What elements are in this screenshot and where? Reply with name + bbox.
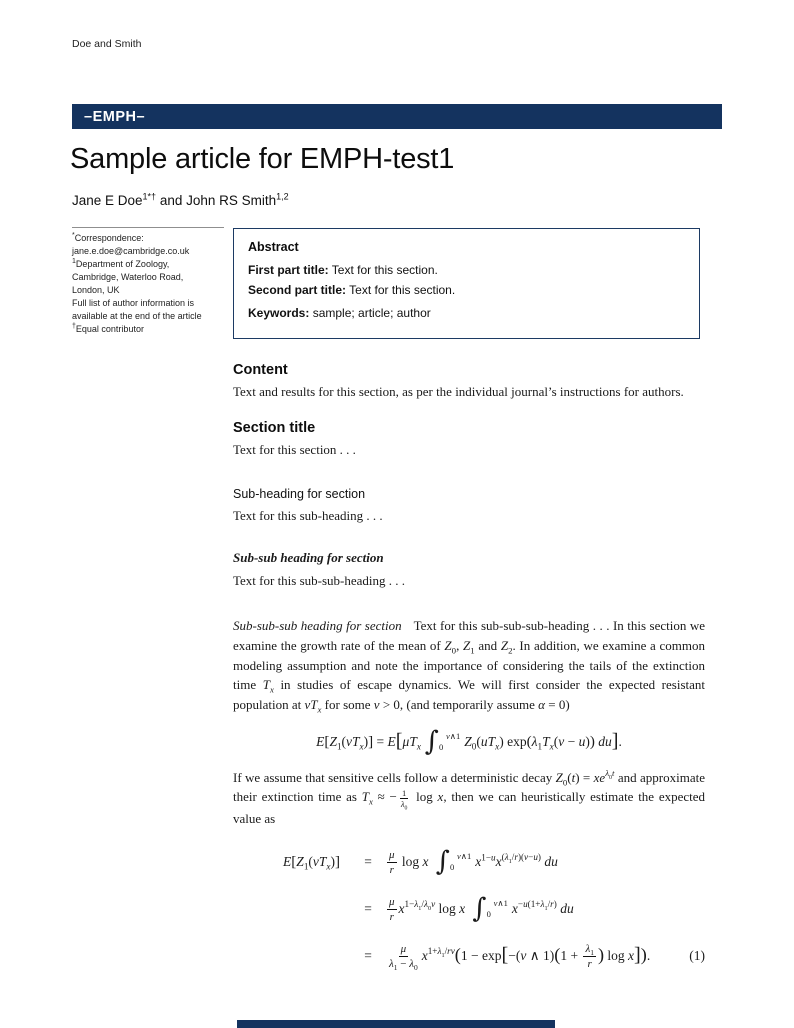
equation-row [233,839,705,886]
author-info-note: Full list of author information is [72,298,195,309]
equation-rhs: $\frac{\mu}{r}$ $x^{1-\lambda_1/\lambda_0v}$ log x ∫ v∧1 0 $x^{-u(1+\lambda_1/r)}$ du [389,893,574,925]
abstract-box [233,228,700,339]
journal-banner [72,104,722,129]
article-title: Sample article for EMPH-test1 [70,143,455,175]
subsubsection-paragraph: Text for this sub-sub-heading . . . [233,573,406,589]
aligned-equations [233,839,705,980]
content-paragraph: Text and results for this section, as per the individual journal’s instructions for authors. [233,384,684,399]
affiliation-line: Cambridge, Waterloo Road, [72,272,184,283]
keywords-label: Keywords: [248,306,310,320]
decay-paragraph: If we assume that sensitive cells follow a deterministic decay $Z_0(t) = xe^{\lambda_0t}$ and approximate their extinction time as $T_x$ ≈ − $\frac{1}{\lambda_0}$ log x, then we can heuristically estimate the expected value as [233,768,706,827]
subsubsub-paragraph [233,616,705,715]
equation-row [233,933,705,980]
section-paragraph: Text for this section . . . [233,441,356,457]
article-body [233,362,705,980]
correspondence-email: jane.e.doe@cambridge.co.uk [72,246,190,257]
subsection-heading: Sub-heading for section [233,486,366,501]
subsubsub-paragraph-text: Text for this sub-sub-sub-heading . . . In this section we examine the growth rate of the mean of $Z_0$, $Z_1$ and $Z_2$. In addition, we examine a common modeling assumption and note the importance of considering the tails of the extinction time $T_x$ in studies of escape dynamics. We will first consider the expected resistant population at $vT_x$ for some v > 0, (and temporarily assume α = 0) [233,618,706,715]
subsection-paragraph: Text for this sub-heading . . . [233,507,383,523]
section-heading-title: Section title [233,419,316,436]
equation-lhs: $E[Z_1(vT_x)]$ [283,853,341,872]
author-line: Jane E Doe$^{1*\dagger}$ and John RS Smith$^{1,2}$ [72,191,289,208]
equation-row [233,886,705,933]
display-equation: $E[Z_1(vT_x)] = E[\mu T_x$ ∫ v∧1 0 $Z_0(uT_x) \exp(\lambda_1T_x(v - u))$ du]. [316,726,622,758]
correspondence-block [72,227,224,336]
equation-rhs: $\frac{\mu}{\lambda_1 - \lambda_0}$ $x^{1+\lambda_1/rv}(1 - \exp[-(v$ ∧ 1)(1 + $\frac{\lambda_1}{r}$ ) log x]). [389,942,651,972]
journal-banner-label: –EMPH– [84,108,146,125]
sidebar-rule [72,227,224,228]
abstract-row [248,283,685,297]
footer-bar [237,1020,555,1028]
equation-relation: = [364,854,372,870]
running-head: Doe and Smith [72,38,142,50]
affiliation-line: $^1$Department of Zoology, [72,258,170,270]
abstract-heading: Abstract [248,240,299,254]
equal-contributor-note: †Equal contributor [72,323,144,335]
keywords-text: sample; article; author [312,306,431,320]
abstract-row-label: Second part title: [248,283,347,297]
subsubsub-heading: Sub-sub-sub heading for section [233,618,402,633]
equation-number: (1) [689,948,705,964]
abstract-row-label: First part title: [248,263,329,277]
author-info-note: available at the end of the article [72,311,202,322]
correspondence-label: *Correspondence: [72,232,144,243]
equation-relation: = [364,901,372,917]
abstract-row-text: Text for this section. [331,263,438,277]
section-heading-content: Content [233,362,288,378]
subsubsection-heading: Sub-sub heading for section [233,550,384,566]
equation-relation: = [364,948,372,964]
abstract-row [248,263,685,277]
keywords-row [248,306,685,320]
abstract-row-text: Text for this section. [349,283,456,297]
affiliation-line: London, UK [72,285,120,296]
equation-rhs: $\frac{\mu}{r}$ log x ∫ v∧1 0 $x^{1-u}x^{(\lambda_1/r)(v-u)}$ du [389,846,558,878]
